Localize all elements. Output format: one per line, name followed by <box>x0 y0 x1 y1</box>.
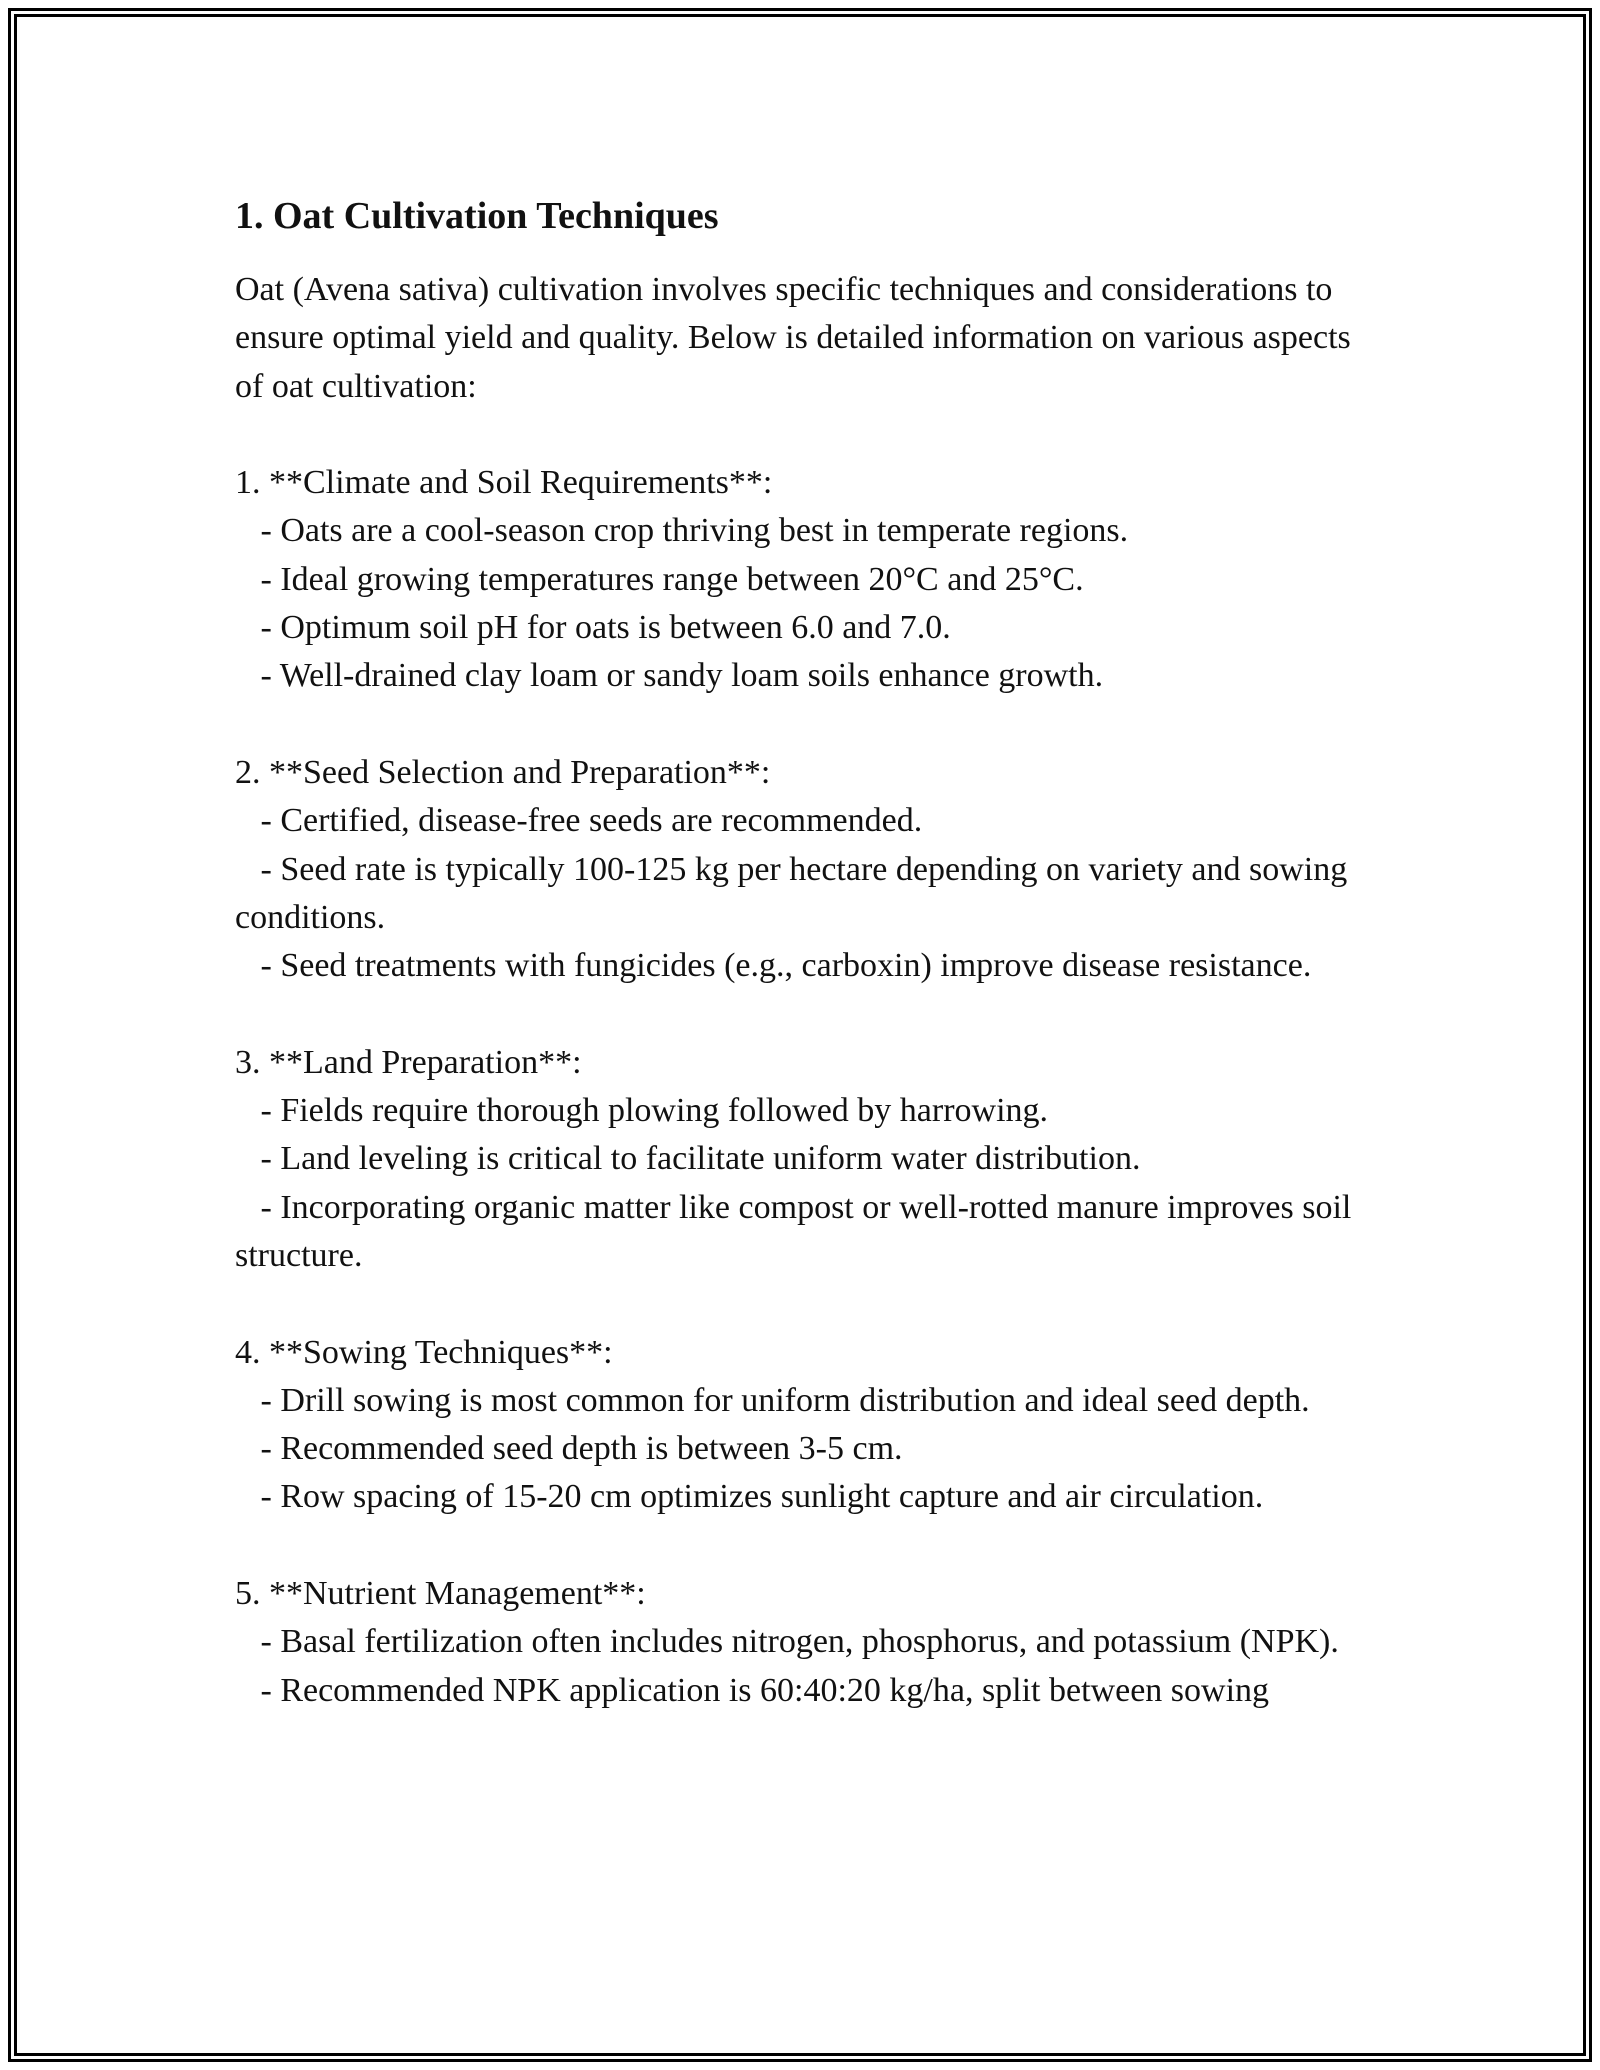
section-climate-soil <box>235 459 1365 700</box>
bullet-item: - Row spacing of 15-20 cm optimizes sunlight capture and air circulation. <box>235 1478 1264 1516</box>
document-body <box>235 180 1365 1715</box>
section-seed-selection <box>235 749 1365 990</box>
bullet-item: - Land leveling is critical to facilitate uniform water distribution. <box>235 1140 1141 1178</box>
section-heading: 5. **Nutrient Management**: <box>235 1575 646 1613</box>
section-nutrient-management <box>235 1570 1365 1715</box>
bullet-item: - Drill sowing is most common for uniform distribution and ideal seed depth. <box>235 1381 1310 1419</box>
bullet-item: - Basal fertilization often includes nitrogen, phosphorus, and potassium (NPK). <box>235 1623 1339 1661</box>
bullet-item: - Fields require thorough plowing followed by harrowing. <box>235 1092 1049 1130</box>
bullet-item: - Well-drained clay loam or sandy loam soils enhance growth. <box>235 657 1104 695</box>
bullet-item: - Ideal growing temperatures range between 20°C and 25°C. <box>235 560 1084 598</box>
section-land-preparation <box>235 1039 1365 1280</box>
bullet-item: - Recommended NPK application is 60:40:20 kg/ha, split between sowing <box>235 1671 1270 1709</box>
intro-paragraph: Oat (Avena sativa) cultivation involves specific techniques and considerations to ensure optimal yield and quality. Below is detailed information on various aspects of oat cultivation: <box>235 271 1351 405</box>
bullet-item: - Recommended seed depth is between 3-5 cm. <box>235 1430 903 1468</box>
section-heading: 3. **Land Preparation**: <box>235 1043 582 1081</box>
bullet-item: - Oats are a cool-season crop thriving best in temperate regions. <box>235 512 1129 550</box>
section-sowing-techniques <box>235 1329 1365 1522</box>
section-heading: 1. **Climate and Soil Requirements**: <box>235 464 773 502</box>
section-heading: 4. **Sowing Techniques**: <box>235 1333 613 1371</box>
document-title: 1. Oat Cultivation Techniques <box>235 195 719 237</box>
bullet-item: - Incorporating organic matter like compost or well-rotted manure improves soil structure. <box>235 1188 1360 1274</box>
bullet-item: - Certified, disease-free seeds are recommended. <box>235 802 923 840</box>
bullet-item: - Optimum soil pH for oats is between 6.0 and 7.0. <box>235 609 951 647</box>
section-heading: 2. **Seed Selection and Preparation**: <box>235 753 771 791</box>
bullet-item: - Seed rate is typically 100-125 kg per hectare depending on variety and sowing conditions. <box>235 850 1356 936</box>
bullet-item: - Seed treatments with fungicides (e.g., carboxin) improve disease resistance. <box>235 947 1312 985</box>
